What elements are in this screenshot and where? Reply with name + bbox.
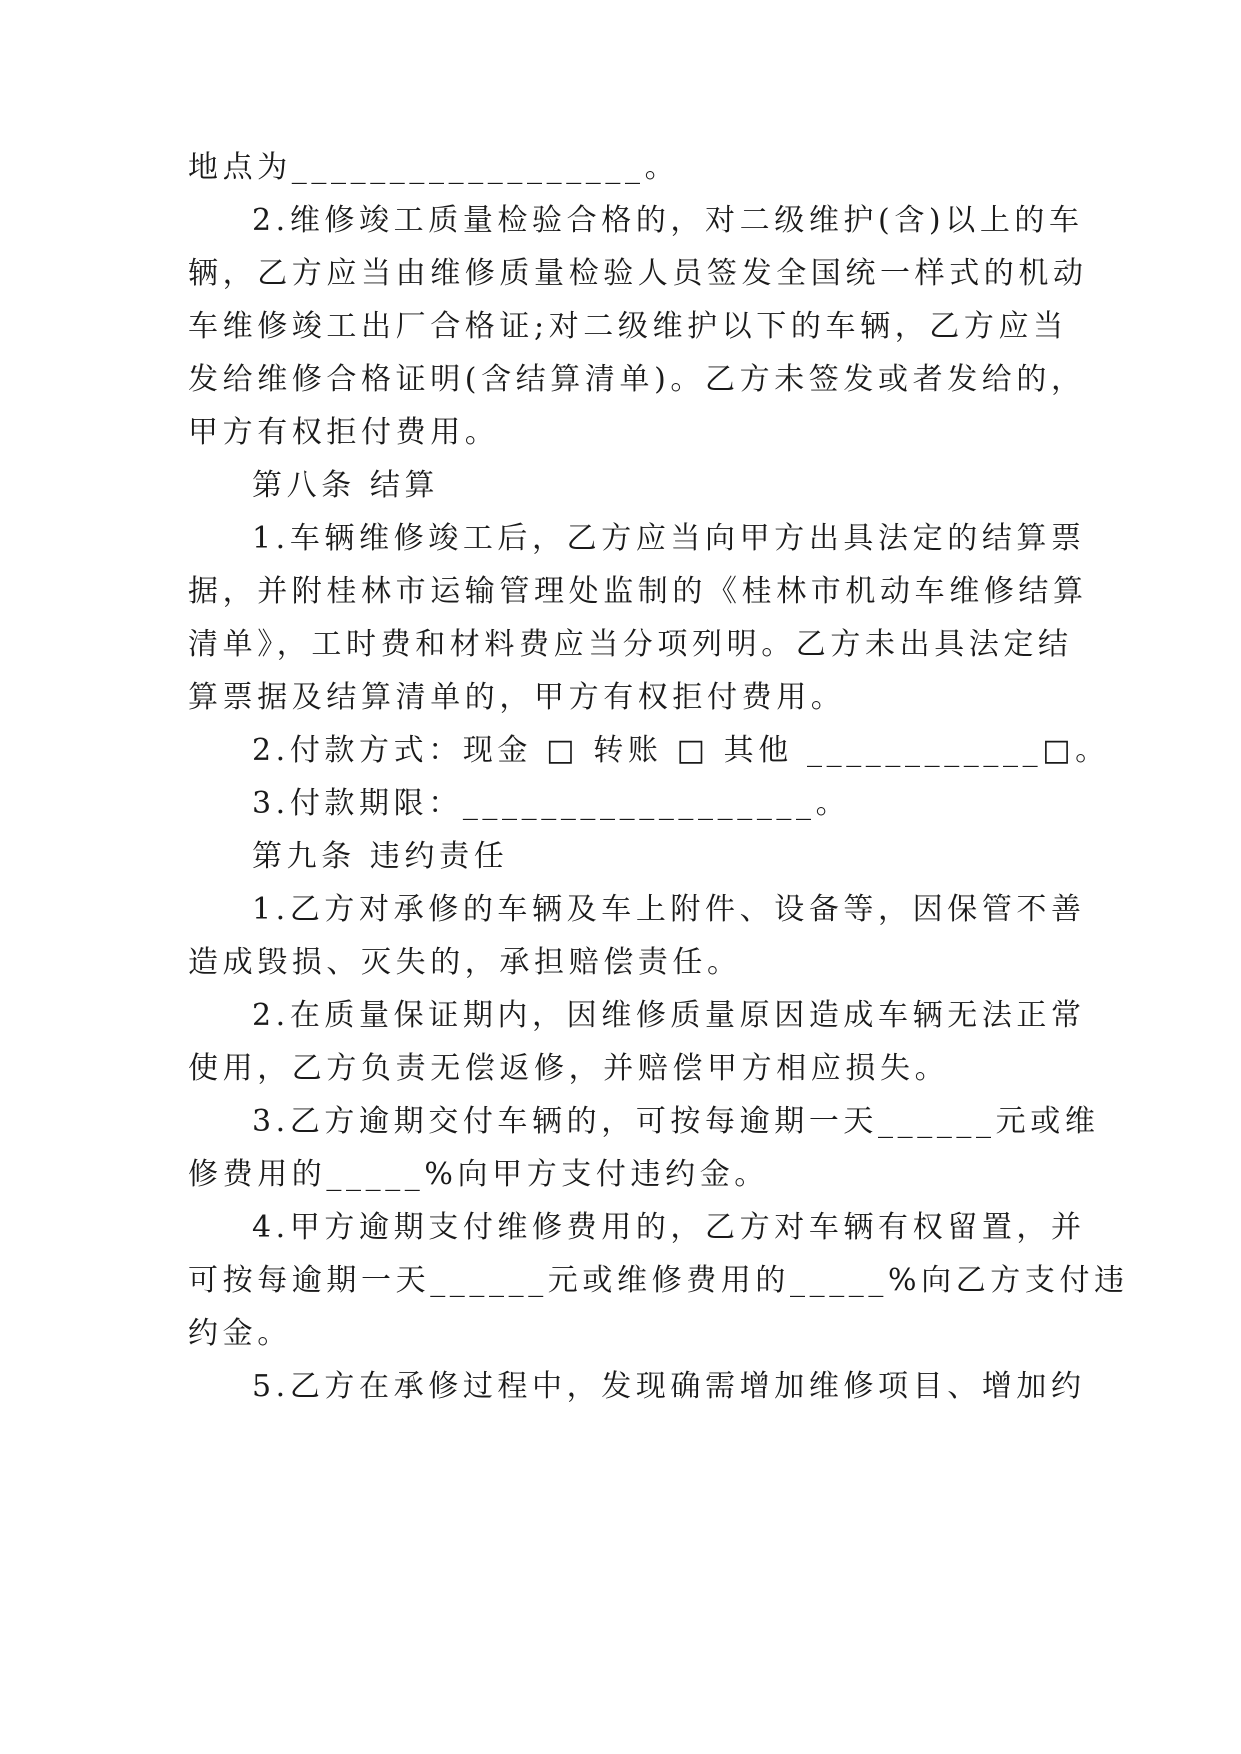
text-line: 1.车辆维修竣工后，乙方应当向甲方出具法定的结算票 — [252, 521, 1086, 556]
text-line: 2.在质量保证期内，因维修质量原因造成车辆无法正常 — [252, 998, 1086, 1033]
section-heading: 第九条 违约责任 — [252, 839, 509, 874]
text-line: 使用，乙方负责无偿返修，并赔偿甲方相应损失。 — [188, 1051, 950, 1086]
payment-method-line: 2.付款方式：现金 □ 转账 □ 其他 ____________□。 — [252, 733, 1110, 768]
text-line: 可按每逾期一天______元或维修费用的_____%向乙方支付违 — [188, 1263, 1129, 1298]
text-line: 据，并附桂林市运输管理处监制的《桂林市机动车维修结算 — [188, 574, 1088, 609]
section-heading: 第八条 结算 — [252, 468, 440, 503]
text-line: 甲方有权拒付费用。 — [188, 415, 500, 450]
text-line: 发给维修合格证明(含结算清单)。乙方未签发或者发给的， — [188, 362, 1086, 397]
text-line: 算票据及结算清单的，甲方有权拒付费用。 — [188, 680, 846, 715]
text-line: 1.乙方对承修的车辆及车上附件、设备等，因保管不善 — [252, 892, 1086, 927]
text-line: 修费用的_____%向甲方支付违约金。 — [188, 1157, 769, 1192]
text-line: 约金。 — [188, 1316, 292, 1351]
payment-term-line: 3.付款期限：__________________。 — [252, 786, 851, 821]
text-line: 造成毁损、灭失的，承担赔偿责任。 — [188, 945, 742, 980]
text-line: 地点为__________________。 — [188, 150, 680, 185]
text-line: 5.乙方在承修过程中，发现确需增加维修项目、增加约 — [252, 1369, 1086, 1404]
text-line: 4.甲方逾期支付维修费用的，乙方对车辆有权留置，并 — [252, 1210, 1086, 1245]
text-line: 2.维修竣工质量检验合格的，对二级维护(含)以上的车 — [252, 203, 1084, 238]
text-line: 辆，乙方应当由维修质量检验人员签发全国统一样式的机动 — [188, 256, 1088, 291]
text-line: 清单》，工时费和材料费应当分项列明。乙方未出具法定结 — [188, 627, 1073, 662]
text-line: 车维修竣工出厂合格证;对二级维护以下的车辆，乙方应当 — [188, 309, 1068, 344]
text-line: 3.乙方逾期交付车辆的，可按每逾期一天______元或维 — [252, 1104, 1100, 1139]
